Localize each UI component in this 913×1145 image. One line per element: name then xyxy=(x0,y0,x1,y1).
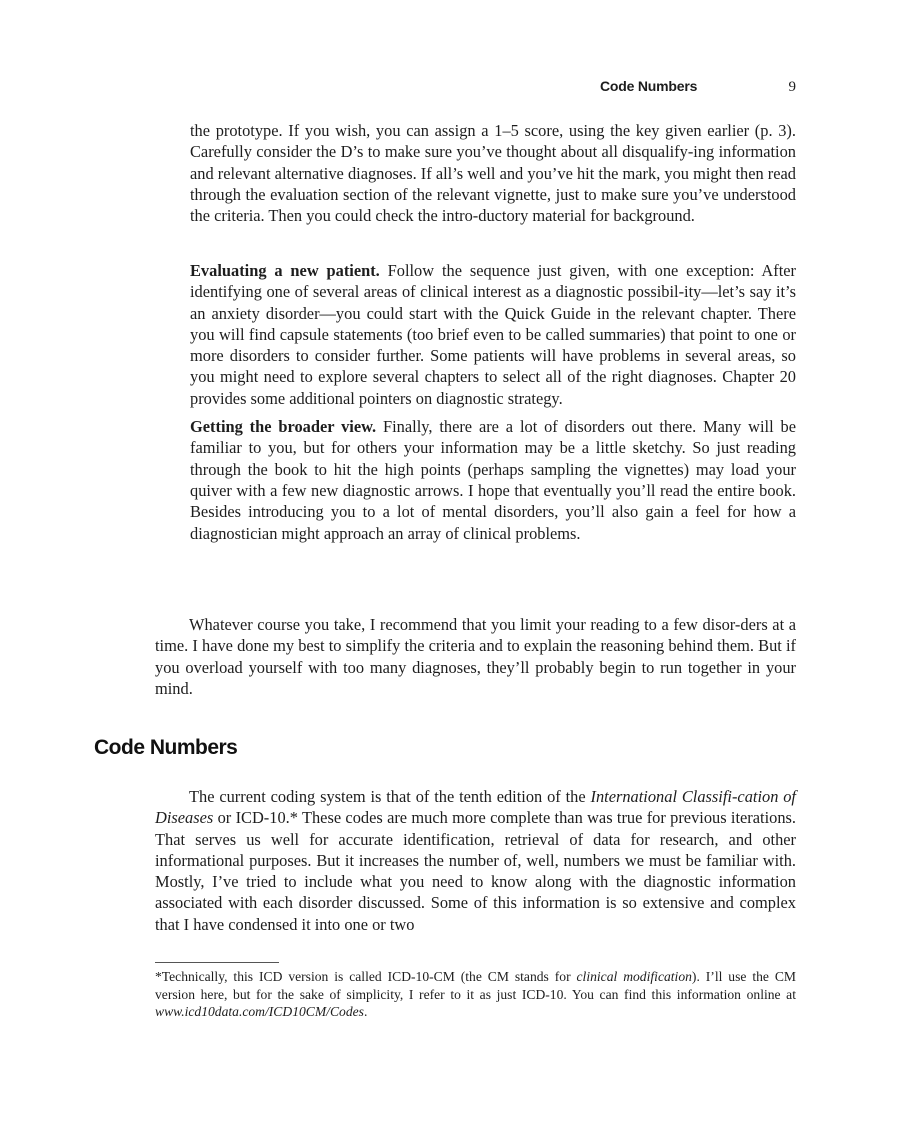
running-title: Code Numbers xyxy=(600,78,698,94)
evaluating-new-patient-text: Follow the sequence just given, with one exception: After identifying one of several areas of clinical interest as a diagnostic possibil-ity—let’s say it’s an anxiety disorder—you could start with the Quick Guide in the relevant chapter. There you will find capsule statements (too brief even to be called summaries) that point to one or more disorders to consider further. Some patients will have problems in several areas, so you might need to explore several chapters to select all of the right diagnoses. Chapter 20 provides some additional pointers on diagnostic strategy. xyxy=(190,261,796,408)
footnote-term: clinical modification xyxy=(576,969,692,984)
footnote xyxy=(155,968,796,1021)
footnote-text-middle: ). I’ll use the CM version here, but for the sake of simplicity, I refer to it as just ICD-10. You can find this information online at xyxy=(155,969,796,1002)
footnote-url: www.icd10data.com/ICD10CM/Codes xyxy=(155,1004,364,1020)
evaluating-new-patient-heading: Evaluating a new patient. xyxy=(190,261,380,280)
code-text-start: The current coding system is that of the tenth edition of the xyxy=(189,787,591,806)
icd-title: International Classifi-cation of Diseases xyxy=(155,787,796,828)
evaluating-new-patient-paragraph xyxy=(190,260,796,409)
section-heading: Code Numbers xyxy=(94,736,238,759)
code-text-rest: or ICD-10.* These codes are much more complete than was true for previous iterations. That serves us well for accurate identification, retrieval of data for research, and other informational purposes. But it increases the number of, well, numbers we must be familiar with. Mostly, I’ve tried to include what you need to know along with the diagnostic information associated with each disorder discussed. Some of this information is so extensive and complex that I have condensed it into one or two xyxy=(155,808,796,934)
code-numbers-paragraph xyxy=(155,786,796,935)
prototype-paragraph: the prototype. If you wish, you can assign a 1–5 score, using the key given earlier (p. 3). Carefully consider the D’s to make sure you’ve thought about all disqualify-ing information and relevant alternative diagnoses. If all’s well and you’ve hit the mark, you might then read through the evaluation section of the relevant vignette, just to make sure you’ve understood the criteria. Then you could check the intro-ductory material for background. xyxy=(190,121,796,226)
strategy-list xyxy=(190,260,796,544)
footnote-text-start: *Technically, this ICD version is called ICD-10-CM (the CM stands for xyxy=(155,969,577,984)
running-head xyxy=(600,78,796,96)
footnote-divider xyxy=(155,962,279,963)
reading-advice-paragraph: Whatever course you take, I recommend that you limit your reading to a few disor-ders at a time. I have done my best to simplify the criteria and to explain the reasoning behind them. But if you overload yourself with too many diagnoses, they’ll probably begin to run together in your mind. xyxy=(155,615,796,698)
broader-view-paragraph xyxy=(190,416,796,544)
broader-view-text: Finally, there are a lot of disorders out there. Many will be familiar to you, but for others your information may be a little sketchy. So just reading through the book to hit the high points (perhaps sampling the vignettes) may load your quiver with a few new diagnostic arrows. I hope that eventually you’ll read the entire book. Besides introducing you to a lot of mental disorders, you’ll also gain a feel for how a diagnostician might approach an array of clinical problems. xyxy=(190,417,796,543)
footnote-text-end: . xyxy=(363,1004,368,1020)
page-number: 9 xyxy=(788,79,796,95)
broader-view-heading: Getting the broader view. xyxy=(190,417,377,437)
